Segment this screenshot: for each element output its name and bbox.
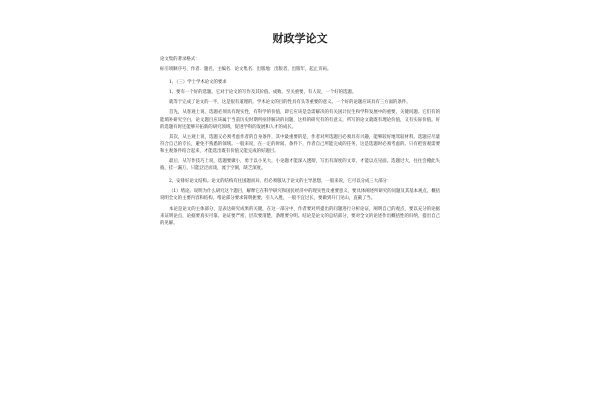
document-title: 财政学论文 xyxy=(272,32,328,45)
paragraph-second: 其次，从主观上说，选题又必须考虑作者的自身条件，其中最重要的是，作者对所选题目必须具有兴趣，能够较好地驾驭材料。选题应尽量符合自己的专长，避免不熟悉的领域。一般来说，在一定的时间、条件下，作者自己所能完成的任务，这是选题时必须考虑的。只有把客观需要和主观条件结合起来，才能选出既有价值又能完成的好题目。 xyxy=(160,134,440,154)
paragraph-last: 最后，从写作技巧上说，选题要做小，勇于以小见大，小论题才能深入透彻，写出有深度的文章，才能以点见面。选题过大，往往会掩此失彼，挂一漏万，只能泛泛而谈，流于空洞，缺乏深度。 xyxy=(160,159,440,172)
document-page xyxy=(160,30,440,395)
section-heading-structure: 2、安排好论文结构。论文的结构有往国题而异，但必须服从于论文的主导思想，一般来说，它可以分成三大部分： xyxy=(169,179,392,185)
paragraph-body: 本论是论文的主体部分，是表达研究成果的关键，在这一部分中，作者要对所提出的问题进行分析论证，阐明自己的观点，要以充分的论据来证明论点，论据要真实可靠，论证要严密，层次要清楚，条理要分明。结论是论文的总结部分，要对全文的论述作出概括性的归纳，提出自己的见解。 xyxy=(160,206,440,226)
paragraph-format-label: 论文集的著录格式： xyxy=(160,57,200,62)
paragraph-topic-choice: 1、要有一个好的选题。它对于论文的写作及其价值、成败、至关重要，有人说，一个好的选题。 xyxy=(169,90,357,96)
paragraph-introduction: （1）绪论。说明为什么研究这个题目，解释它在科学研究和国民经济中的现实性及重要意义，要具体阐述所研究的问题及其基本观点，概括说明全文的主要内容和结构。绪论部分要求简明扼要，引人入胜，一般不宜过长，要做到开门见山，直截了当。 xyxy=(160,189,440,202)
paragraph-format-spec: 标引项顺序号，作者．题名，主编名．论文集名．出版地：出版者，出版年，起止页码。 xyxy=(160,67,332,73)
paragraph-half-done: 就等于完成了论文的一半，这是很有道理的。学术论文的目的性具有头等重要的意义。一个好的论题应该具有三方面的条件。 xyxy=(169,100,411,106)
section-heading-requirements: 1、（三）学士学术论文的要求 xyxy=(169,80,227,86)
paragraph-first: 首先，从客观上说，选题必须具有现实性，有科学的价值，即它应该是急需解决的有关国计民生和学科发展中的重要、关键问题。它们有的能填补研究空白，论文题目应该属于当前历史时期所亟待解决的问题，这样的研究有的有意义，所写的论文就既有理论价值，又有实际价值。好的选题有时还能够开拓新的研究领域，促进学科的发展和人才的成长。 xyxy=(160,110,440,130)
